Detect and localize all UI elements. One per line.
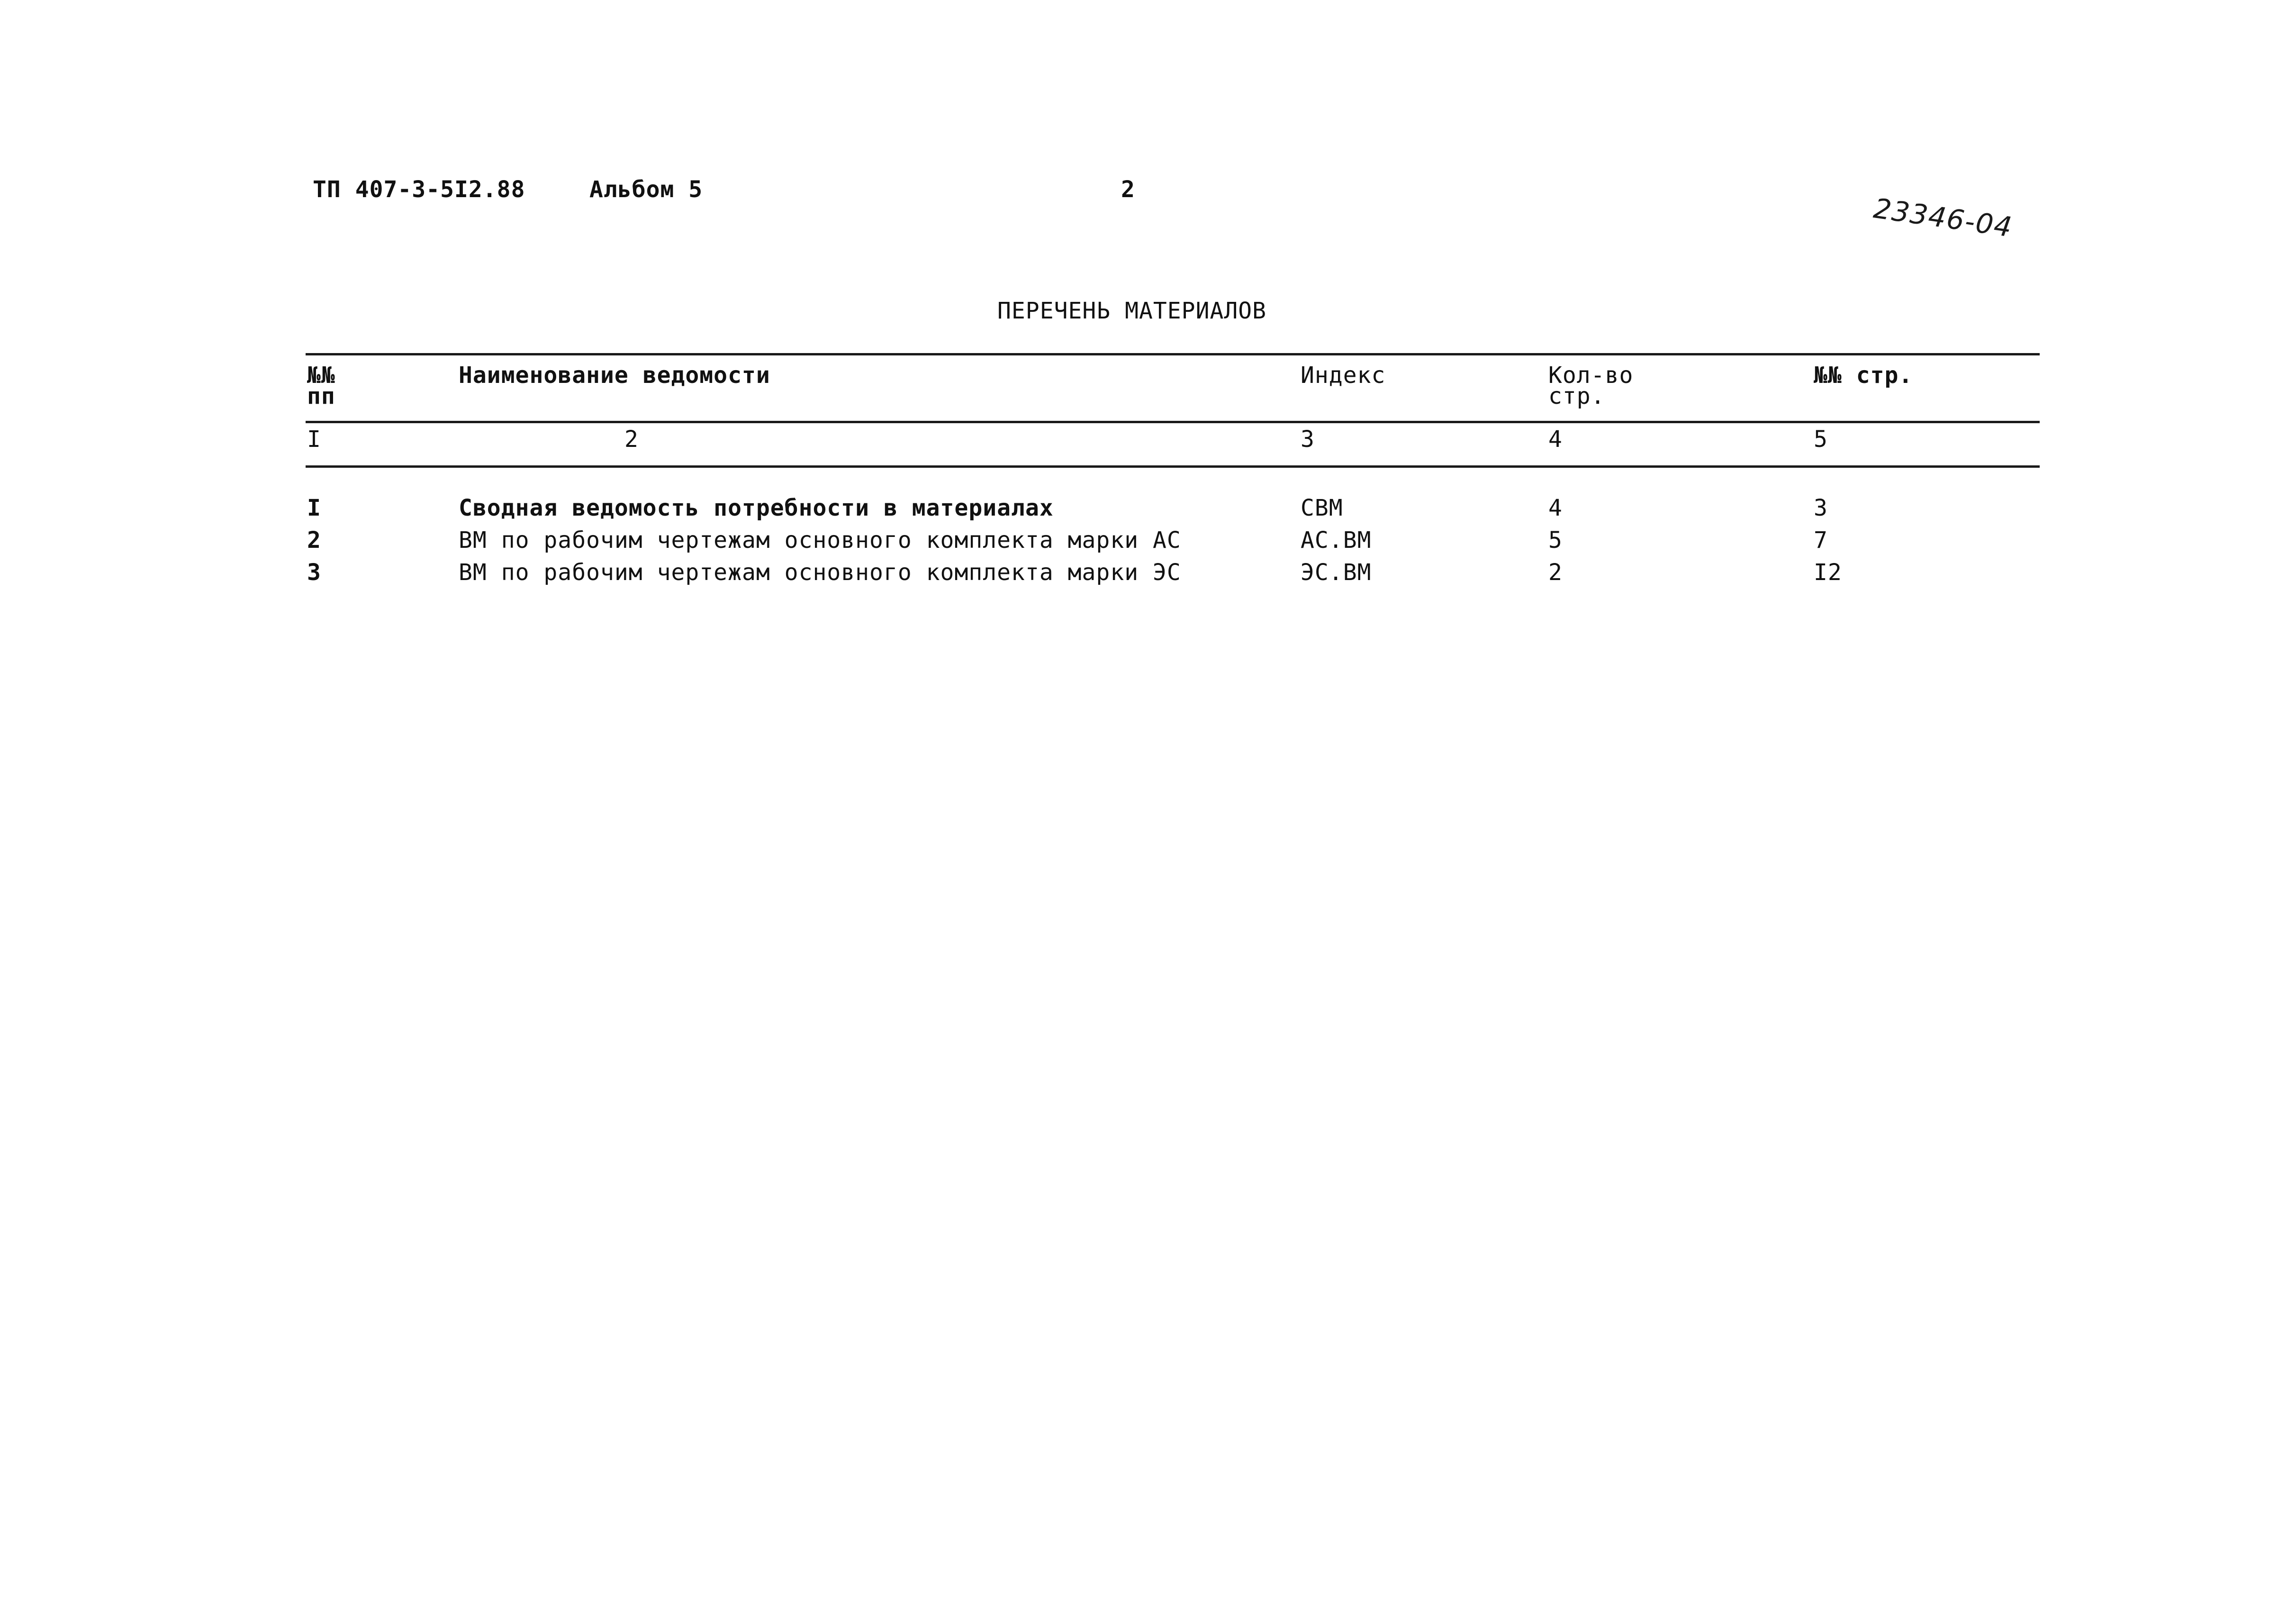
album-label: Альбом 5: [589, 176, 703, 203]
row-name: Сводная ведомость потребности в материалах: [459, 495, 1054, 521]
row-pages: 4: [1548, 495, 1563, 521]
header-name: Наименование ведомости: [459, 362, 770, 389]
row-name: ВМ по рабочим чертежам основного комплекта марки АС: [459, 527, 1181, 554]
row-index: СВМ: [1301, 495, 1343, 521]
table-rule-top: [306, 353, 2040, 355]
header-pages-line2: стр.: [1548, 383, 1605, 409]
row-page-no: I2: [1814, 559, 1842, 586]
row-number: 3: [307, 559, 321, 586]
column-number: I: [307, 426, 321, 453]
column-number: 4: [1548, 426, 1563, 453]
table-rule-column-numbers: [306, 465, 2040, 468]
column-number: 2: [624, 426, 639, 453]
table-rule-header: [306, 421, 2040, 423]
row-index: АС.ВМ: [1301, 527, 1372, 554]
header-num-line2: пп: [307, 383, 335, 409]
row-number: I: [307, 495, 321, 521]
row-name: ВМ по рабочим чертежам основного комплекта марки ЭС: [459, 559, 1181, 586]
row-pages: 2: [1548, 559, 1563, 586]
handwritten-stamp: 23346-04: [1871, 192, 2015, 244]
page-number: 2: [1121, 176, 1135, 203]
row-pages: 5: [1548, 527, 1563, 554]
header-pages-line1: Кол-во: [1548, 362, 1634, 389]
row-number: 2: [307, 527, 321, 554]
column-number: 5: [1814, 426, 1828, 453]
header-page-no: №№ стр.: [1814, 362, 1913, 389]
row-page-no: 3: [1814, 495, 1828, 521]
row-index: ЭС.ВМ: [1301, 559, 1372, 586]
page-title: ПЕРЕЧЕНЬ МАТЕРИАЛОВ: [997, 298, 1267, 324]
row-page-no: 7: [1814, 527, 1828, 554]
document-code: ТП 407-3-5I2.88: [313, 176, 525, 203]
header-index: Индекс: [1301, 362, 1386, 389]
header-num-line1: №№: [307, 362, 335, 389]
column-number: 3: [1301, 426, 1315, 453]
